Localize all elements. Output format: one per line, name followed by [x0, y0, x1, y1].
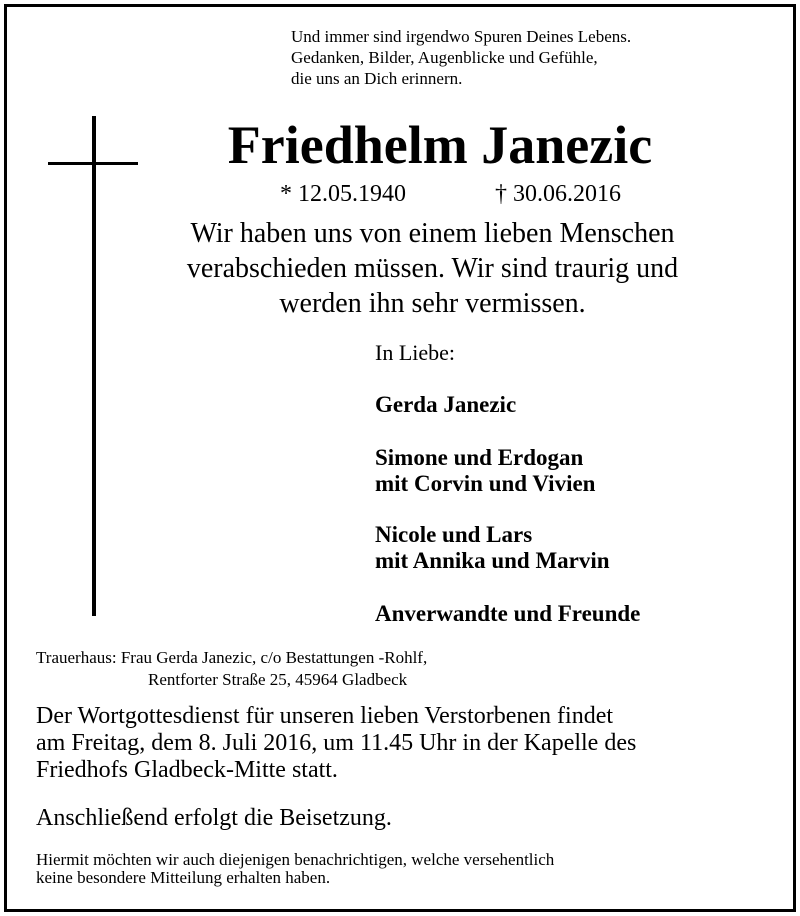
memorial-quote: [291, 26, 631, 89]
notification-note: [36, 851, 554, 887]
death-date: † 30.06.2016: [495, 181, 621, 207]
trauerhaus-address: Trauerhaus: Frau Gerda Janezic, c/o Bestattungen -Rohlf,: [36, 648, 428, 667]
farewell-message: [100, 216, 765, 321]
service-line: Der Wortgottesdienst für unseren lieben Verstorbenen findet: [36, 703, 614, 729]
message-line: verabschieden müssen. Wir sind traurig und: [186, 253, 679, 284]
quote-line: Gedanken, Bilder, Augenblicke und Gefühle,: [291, 48, 598, 67]
signature-name: mit Annika und Marvin: [375, 548, 610, 573]
trauerhaus-street: Rentforter Straße 25, 45964 Gladbeck: [148, 670, 408, 689]
service-announcement: [36, 703, 636, 784]
signature-name: Anverwandte und Freunde: [375, 601, 641, 626]
signature-name: Gerda Janezic: [375, 392, 517, 417]
service-line: Friedhofs Gladbeck-Mitte statt.: [36, 757, 338, 783]
quote-line: Und immer sind irgendwo Spuren Deines Lebens.: [291, 27, 632, 46]
birth-date: * 12.05.1940: [280, 181, 406, 207]
signature-intro: In Liebe:: [375, 340, 456, 365]
burial-note: Anschließend erfolgt die Beisetzung.: [36, 805, 392, 831]
cross-icon: [92, 116, 96, 616]
signature-name: Nicole und Lars: [375, 522, 533, 547]
notice-line: Hiermit möchten wir auch diejenigen benachrichtigen, welche versehentlich: [36, 850, 555, 869]
quote-line: die uns an Dich erinnern.: [291, 69, 463, 88]
message-line: Wir haben uns von einem lieben Menschen: [190, 218, 675, 249]
notice-line: keine besondere Mitteilung erhalten haben.: [36, 868, 331, 887]
service-line: am Freitag, dem 8. Juli 2016, um 11.45 Uhr in der Kapelle des: [36, 730, 637, 756]
signature-name: Simone und Erdogan: [375, 445, 584, 470]
message-line: werden ihn sehr vermissen.: [279, 288, 586, 319]
deceased-name: Friedhelm Janezic: [227, 115, 653, 175]
signature-name: mit Corvin und Vivien: [375, 471, 596, 496]
